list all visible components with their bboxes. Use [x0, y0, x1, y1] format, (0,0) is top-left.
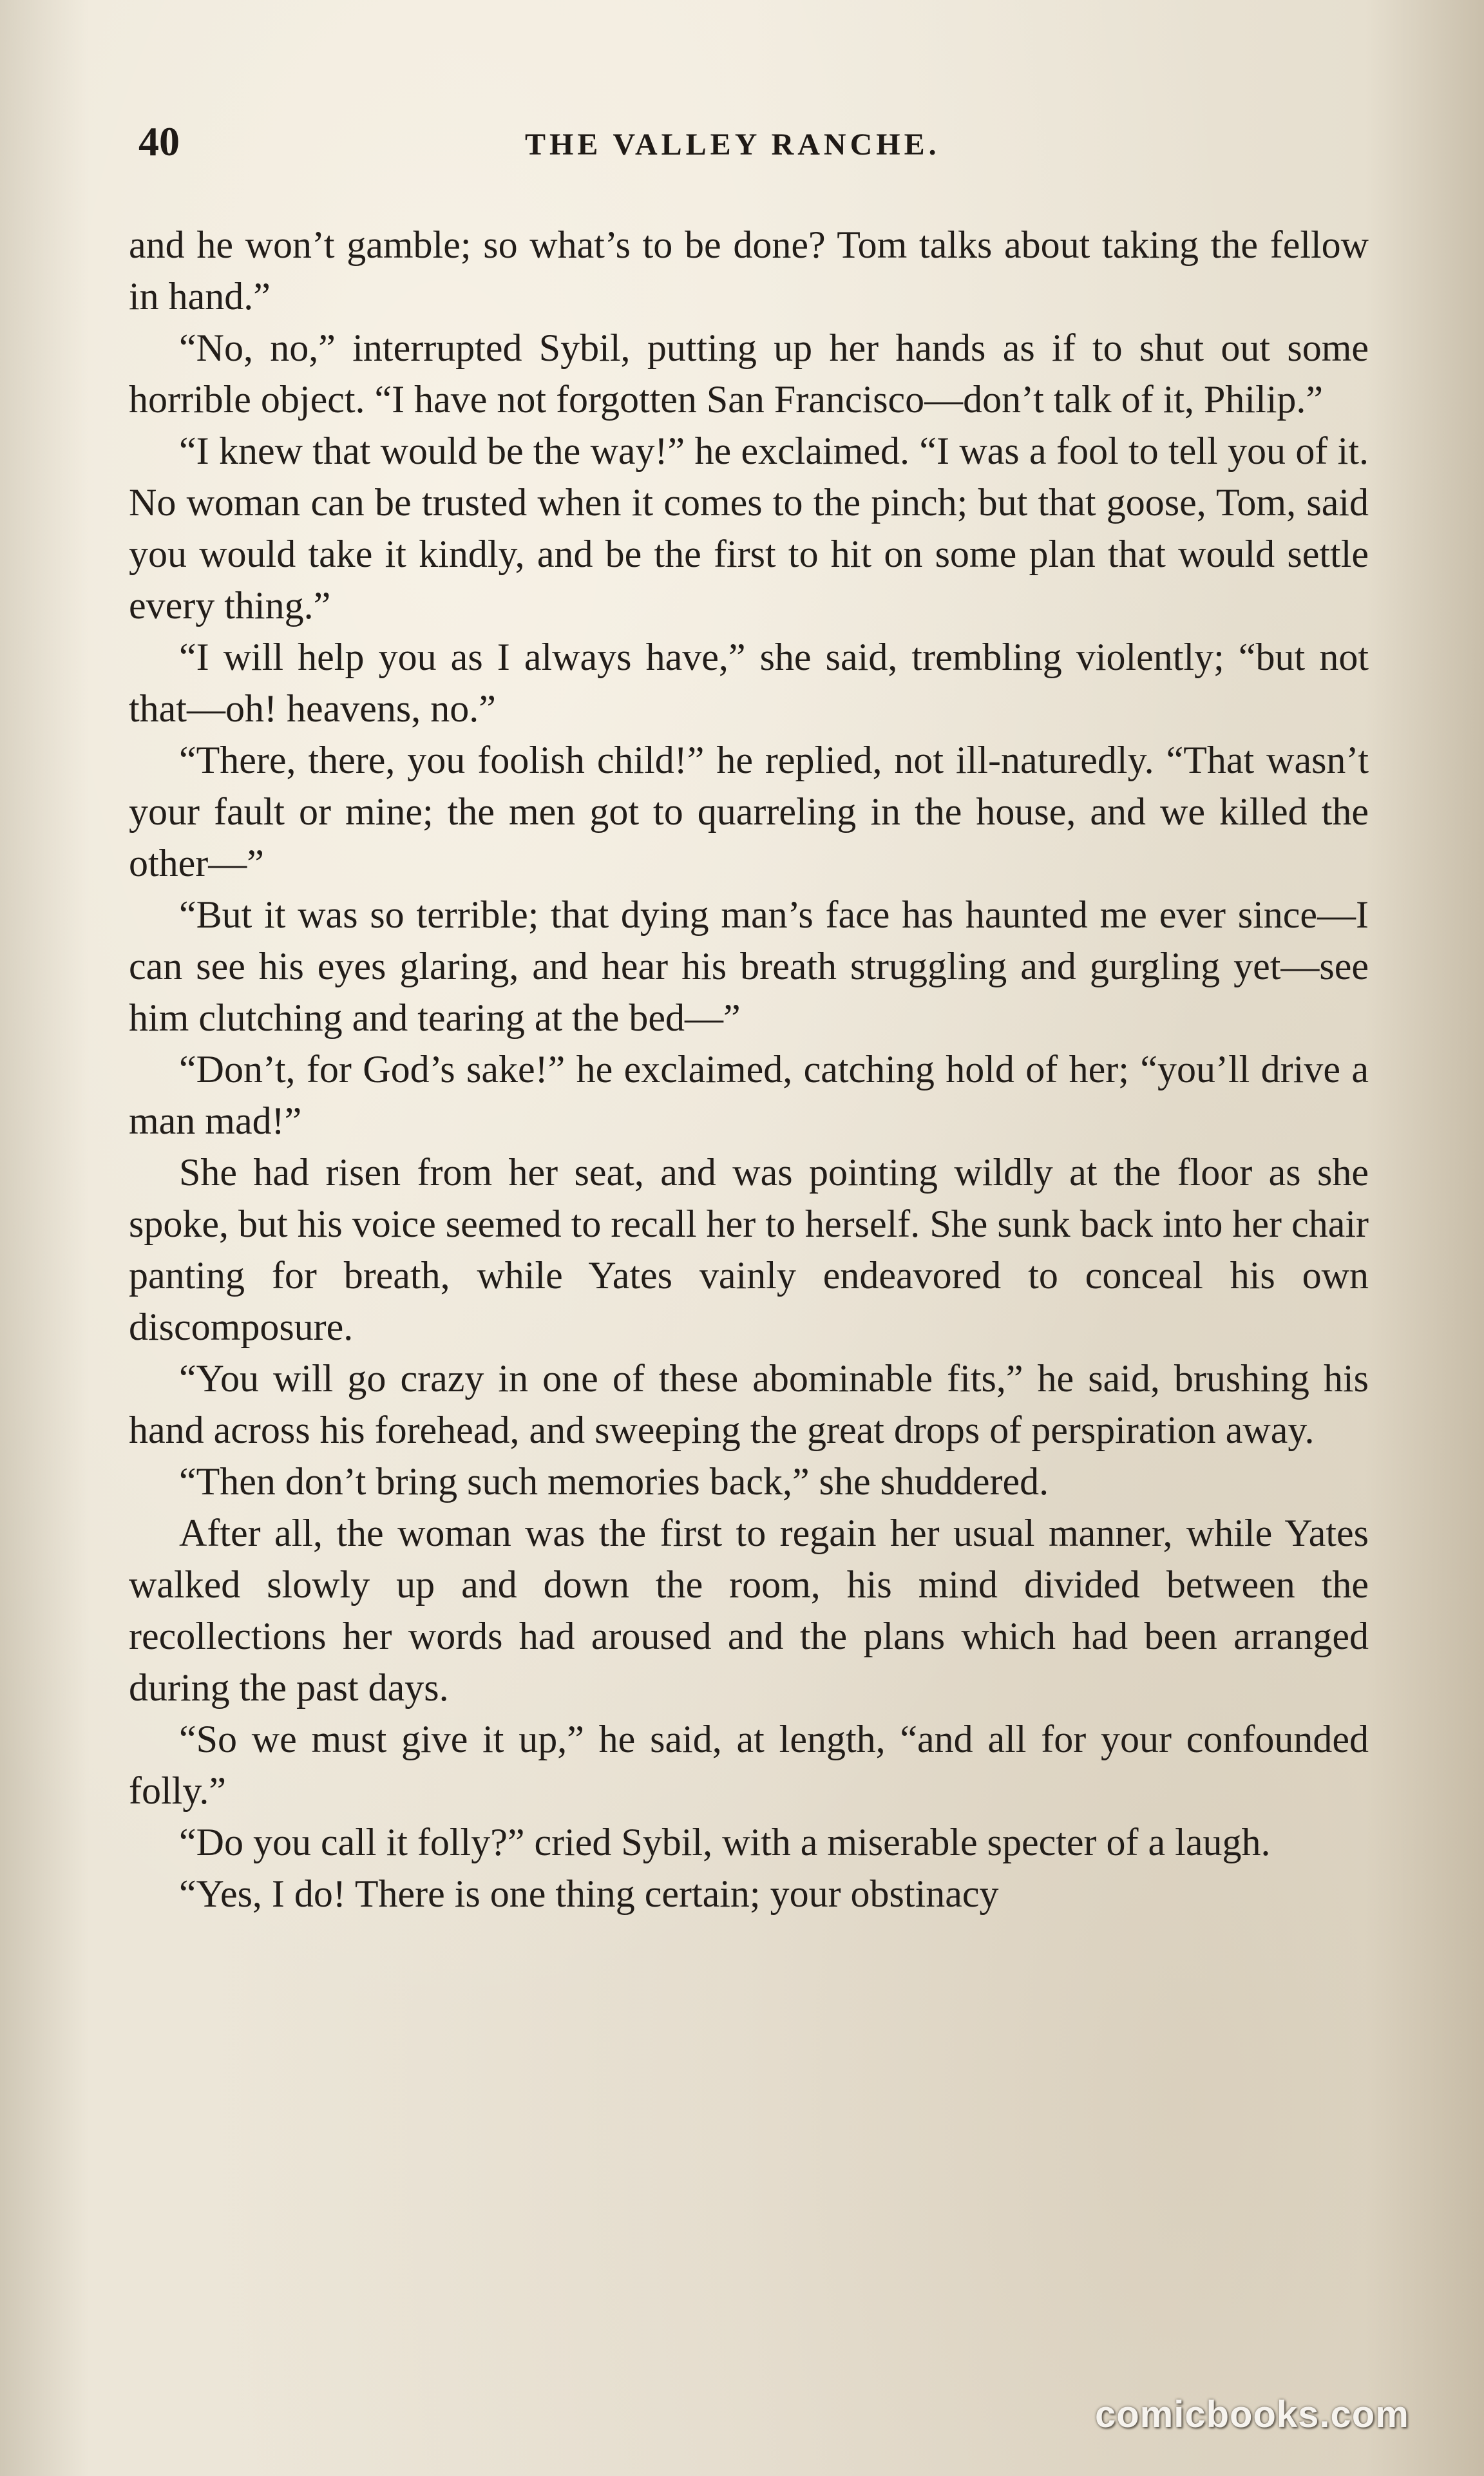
paragraph: “But it was so terrible; that dying man’s face has haunted me ever since—I can see his eyes glaring, and hear his breath struggling and gurgling yet—see him clutching and tearing at the bed—” [129, 893, 1369, 1039]
paragraph: “Then don’t bring such memories back,” she shuddered. [179, 1460, 1049, 1503]
paragraph: “There, there, you foolish child!” he replied, not ill-naturedly. “That wasn’t your fault or mine; the men got to quarreling in the house, and we killed the other—” [129, 739, 1369, 884]
page-number: 40 [138, 119, 180, 164]
paragraph: “You will go crazy in one of these abominable fits,” he said, brushing his hand across his forehead, and sweeping the great drops of perspiration away. [129, 1357, 1369, 1451]
paragraph: “No, no,” interrupted Sybil, putting up her hands as if to shut out some horrible object. “I have not forgotten San Francisco—don’t talk of it, Philip.” [129, 327, 1369, 421]
paragraph: “Do you call it folly?” cried Sybil, with a miserable specter of a laugh. [179, 1821, 1271, 1863]
paragraph: “I knew that would be the way!” he exclaimed. “I was a fool to tell you of it. No woman can be trusted when it comes to the pinch; but that goose, Tom, said you would take it kindly, and be the first to hit on some plan that would settle every thing.” [129, 430, 1369, 627]
paragraph: “Don’t, for God’s sake!” he exclaimed, catching hold of her; “you’ll drive a man mad!” [129, 1048, 1369, 1142]
paragraph: and he won’t gamble; so what’s to be done? Tom talks about taking the fellow in hand.” [129, 224, 1369, 318]
paragraph: “So we must give it up,” he said, at length, “and all for your confounded folly.” [129, 1718, 1369, 1812]
body-text [129, 219, 1369, 1919]
running-title: THE VALLEY RANCHE. [525, 128, 940, 162]
running-head [138, 113, 1060, 171]
paragraph: After all, the woman was the first to regain her usual manner, while Yates walked slowly up and down the room, his mind divided between the recollections her words had aroused and the plans which had been arranged during the past days. [129, 1512, 1369, 1709]
paragraph: “Yes, I do! There is one thing certain; your obstinacy [179, 1872, 999, 1915]
watermark: comicbooks.com [1095, 2394, 1409, 2435]
paragraph: She had risen from her seat, and was pointing wildly at the floor as she spoke, but his voice seemed to recall her to herself. She sunk back into her chair panting for breath, while Yates vainly endeavored to conceal his own discomposure. [129, 1151, 1369, 1348]
paragraph: “I will help you as I always have,” she said, trembling violently; “but not that—oh! heavens, no.” [129, 636, 1369, 730]
